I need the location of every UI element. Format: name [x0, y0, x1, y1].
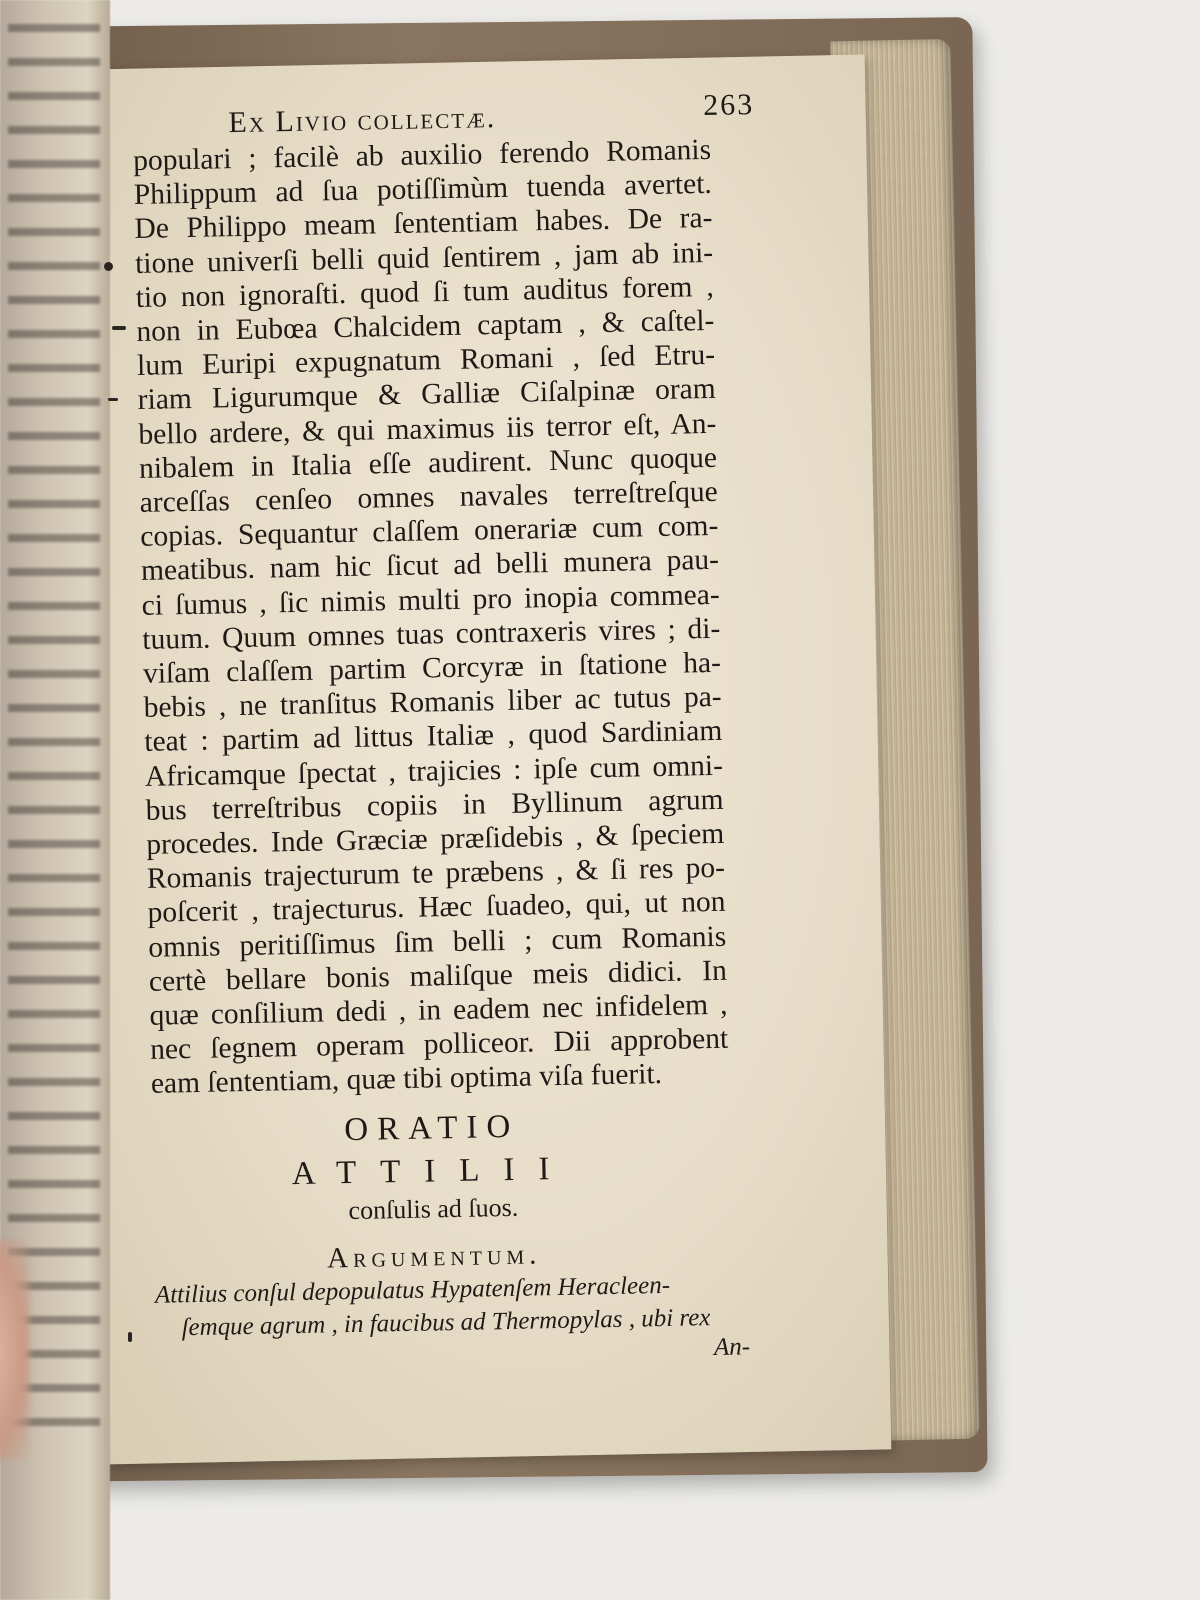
text-line: poſcerit , trajecturus. Hæc ſuadeo, qui, ut non	[147, 886, 726, 930]
heading-attilii: ATTILII	[291, 1150, 574, 1192]
text-line: arceſſas cenſeo omnes navales terreſtreſque	[139, 475, 718, 519]
body-text	[133, 132, 761, 1101]
text-line: viſam claſſem partim Corcyræ in ſtatione ha-	[142, 646, 722, 690]
text-line: bebis , ne tranſitus Romanis liber ac tutus pa-	[143, 681, 722, 725]
text-line: non in Eubœa Chalcidem captam , & caſtel-	[136, 304, 715, 348]
text-line: nibalem in Italia eſſe audirent. Nunc quoque	[138, 441, 718, 485]
argument-line: ſemque agrum , in faucibus ad Thermopylas , ubi rex	[181, 1303, 711, 1341]
text-line: omnis peritiſſimus ſim belli ; cum Romanis	[147, 920, 727, 964]
text-line: eam ſententiam, quæ tibi optima viſa fuerit.	[150, 1058, 663, 1101]
margin-mark	[128, 1332, 132, 1342]
heading-argumentum: Argumentum.	[326, 1238, 542, 1275]
text-line: meatibus. nam hic ſicut ad belli munera pau-	[140, 544, 720, 588]
text-line: riam Ligurumque & Galliæ Ciſalpinæ oram	[137, 373, 716, 417]
heading-oratio: ORATIO	[343, 1108, 520, 1148]
text-line: bello ardere, & qui maximus iis terror eſt, An-	[138, 407, 717, 451]
margin-mark	[108, 398, 118, 401]
finger	[0, 1240, 30, 1460]
text-line: nec ſegnem operam polliceor. Dii approbent	[149, 1023, 729, 1067]
margin-mark	[104, 262, 113, 271]
page-number: 263	[702, 88, 755, 123]
text-line: certè bellare bonis maliſque meis didici. In	[148, 954, 728, 998]
catchword: An-	[713, 1333, 751, 1361]
left-page-text-blur	[8, 10, 100, 1430]
text-line: tione univerſi belli quid ſentirem , jam ab ini-	[134, 236, 714, 280]
text-line: Philippum ad ſua potiſſimùm tuenda avertet.	[133, 168, 713, 212]
text-line: teat : partim ad littus Italiæ , quod Sardiniam	[144, 715, 723, 759]
text-line: quæ conſilium dedi , in eadem nec infidelem ,	[149, 988, 728, 1032]
heading-consulis: conſulis ad ſuos.	[348, 1192, 519, 1225]
argument-line: Attilius conſul depopulatus Hypatenſem Heracleen-	[154, 1271, 671, 1309]
text-line: Romanis trajecturum te præbens , & ſi res po-	[146, 852, 726, 896]
text-block	[132, 88, 766, 1372]
text-line: lum Euripi expugnatum Romani , ſed Etru-	[136, 339, 716, 383]
running-head-title: Ex Livio collectæ.	[228, 101, 497, 140]
text-line: procedes. Inde Græciæ præſidebis , & ſpeciem	[145, 817, 725, 861]
text-line: tuum. Quum omnes tuas contraxeris vires ; di-	[142, 612, 721, 656]
text-line: copias. Sequantur claſſem onerariæ cum com-	[140, 510, 719, 554]
text-line: tio non ignoraſti. quod ſi tum auditus forem ,	[135, 270, 714, 314]
text-line: Africamque ſpectat , trajicies : ipſe cum omni-	[144, 749, 724, 793]
text-line: De Philippo meam ſententiam habes. De ra-	[134, 202, 713, 246]
text-line: populari ; facilè ab auxilio ferendo Romanis	[132, 133, 712, 177]
margin-mark	[112, 326, 126, 330]
text-line: bus terreſtribus copiis in Byllinum agrum	[145, 783, 724, 827]
text-line: ci ſumus , ſic nimis multi pro inopia commea-	[141, 578, 720, 622]
